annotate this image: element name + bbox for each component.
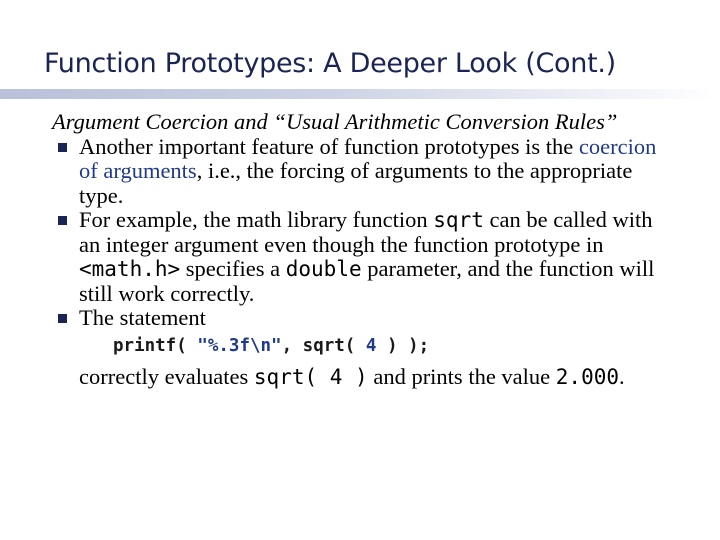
trailing-text (79, 365, 662, 390)
bullet-text: The statement (79, 305, 206, 330)
inline-code: 2.000 (555, 365, 619, 389)
inline-code: sqrt( 4 ) (253, 365, 368, 389)
title-divider (0, 89, 720, 99)
bullet-item (52, 135, 662, 209)
code-token: , sqrt( (281, 335, 366, 356)
bullet-text: specifies a (180, 256, 286, 281)
code-statement (113, 334, 662, 359)
section-heading: Argument Coercion and “Usual Arithmetic Conversion Rules” (52, 109, 618, 134)
code-token: printf( (113, 335, 198, 356)
slide-title: Function Prototypes: A Deeper Look (Cont.) (44, 48, 616, 79)
body-text: . (619, 364, 625, 389)
slide-body (52, 110, 662, 390)
square-bullet-icon (58, 143, 67, 152)
inline-code: double (285, 257, 362, 281)
bullet-item (52, 208, 662, 306)
square-bullet-icon (58, 314, 67, 323)
bullet-text: Another important feature of function prototypes is the (79, 133, 579, 159)
code-string: "%.3f\n" (197, 335, 282, 356)
bullet-text: parameter, and the function will still work correctly. (79, 256, 655, 306)
inline-code: sqrt (433, 208, 484, 232)
bullet-item (52, 306, 662, 331)
body-text: and prints the value (367, 364, 556, 389)
code-token: ) ); (376, 335, 430, 356)
bullet-text: For example, the math library function (79, 207, 434, 232)
bullet-text: can be called with an integer argument even though the function prototype in (79, 207, 653, 257)
bullet-text: , i.e., the forcing of arguments to the appropriate type. (79, 158, 633, 208)
inline-code: <math.h> (79, 257, 181, 281)
body-text: correctly evaluates (79, 364, 254, 389)
highlight-term: coercion of arguments (79, 133, 657, 183)
code-number: 4 (365, 335, 377, 356)
square-bullet-icon (58, 216, 67, 225)
